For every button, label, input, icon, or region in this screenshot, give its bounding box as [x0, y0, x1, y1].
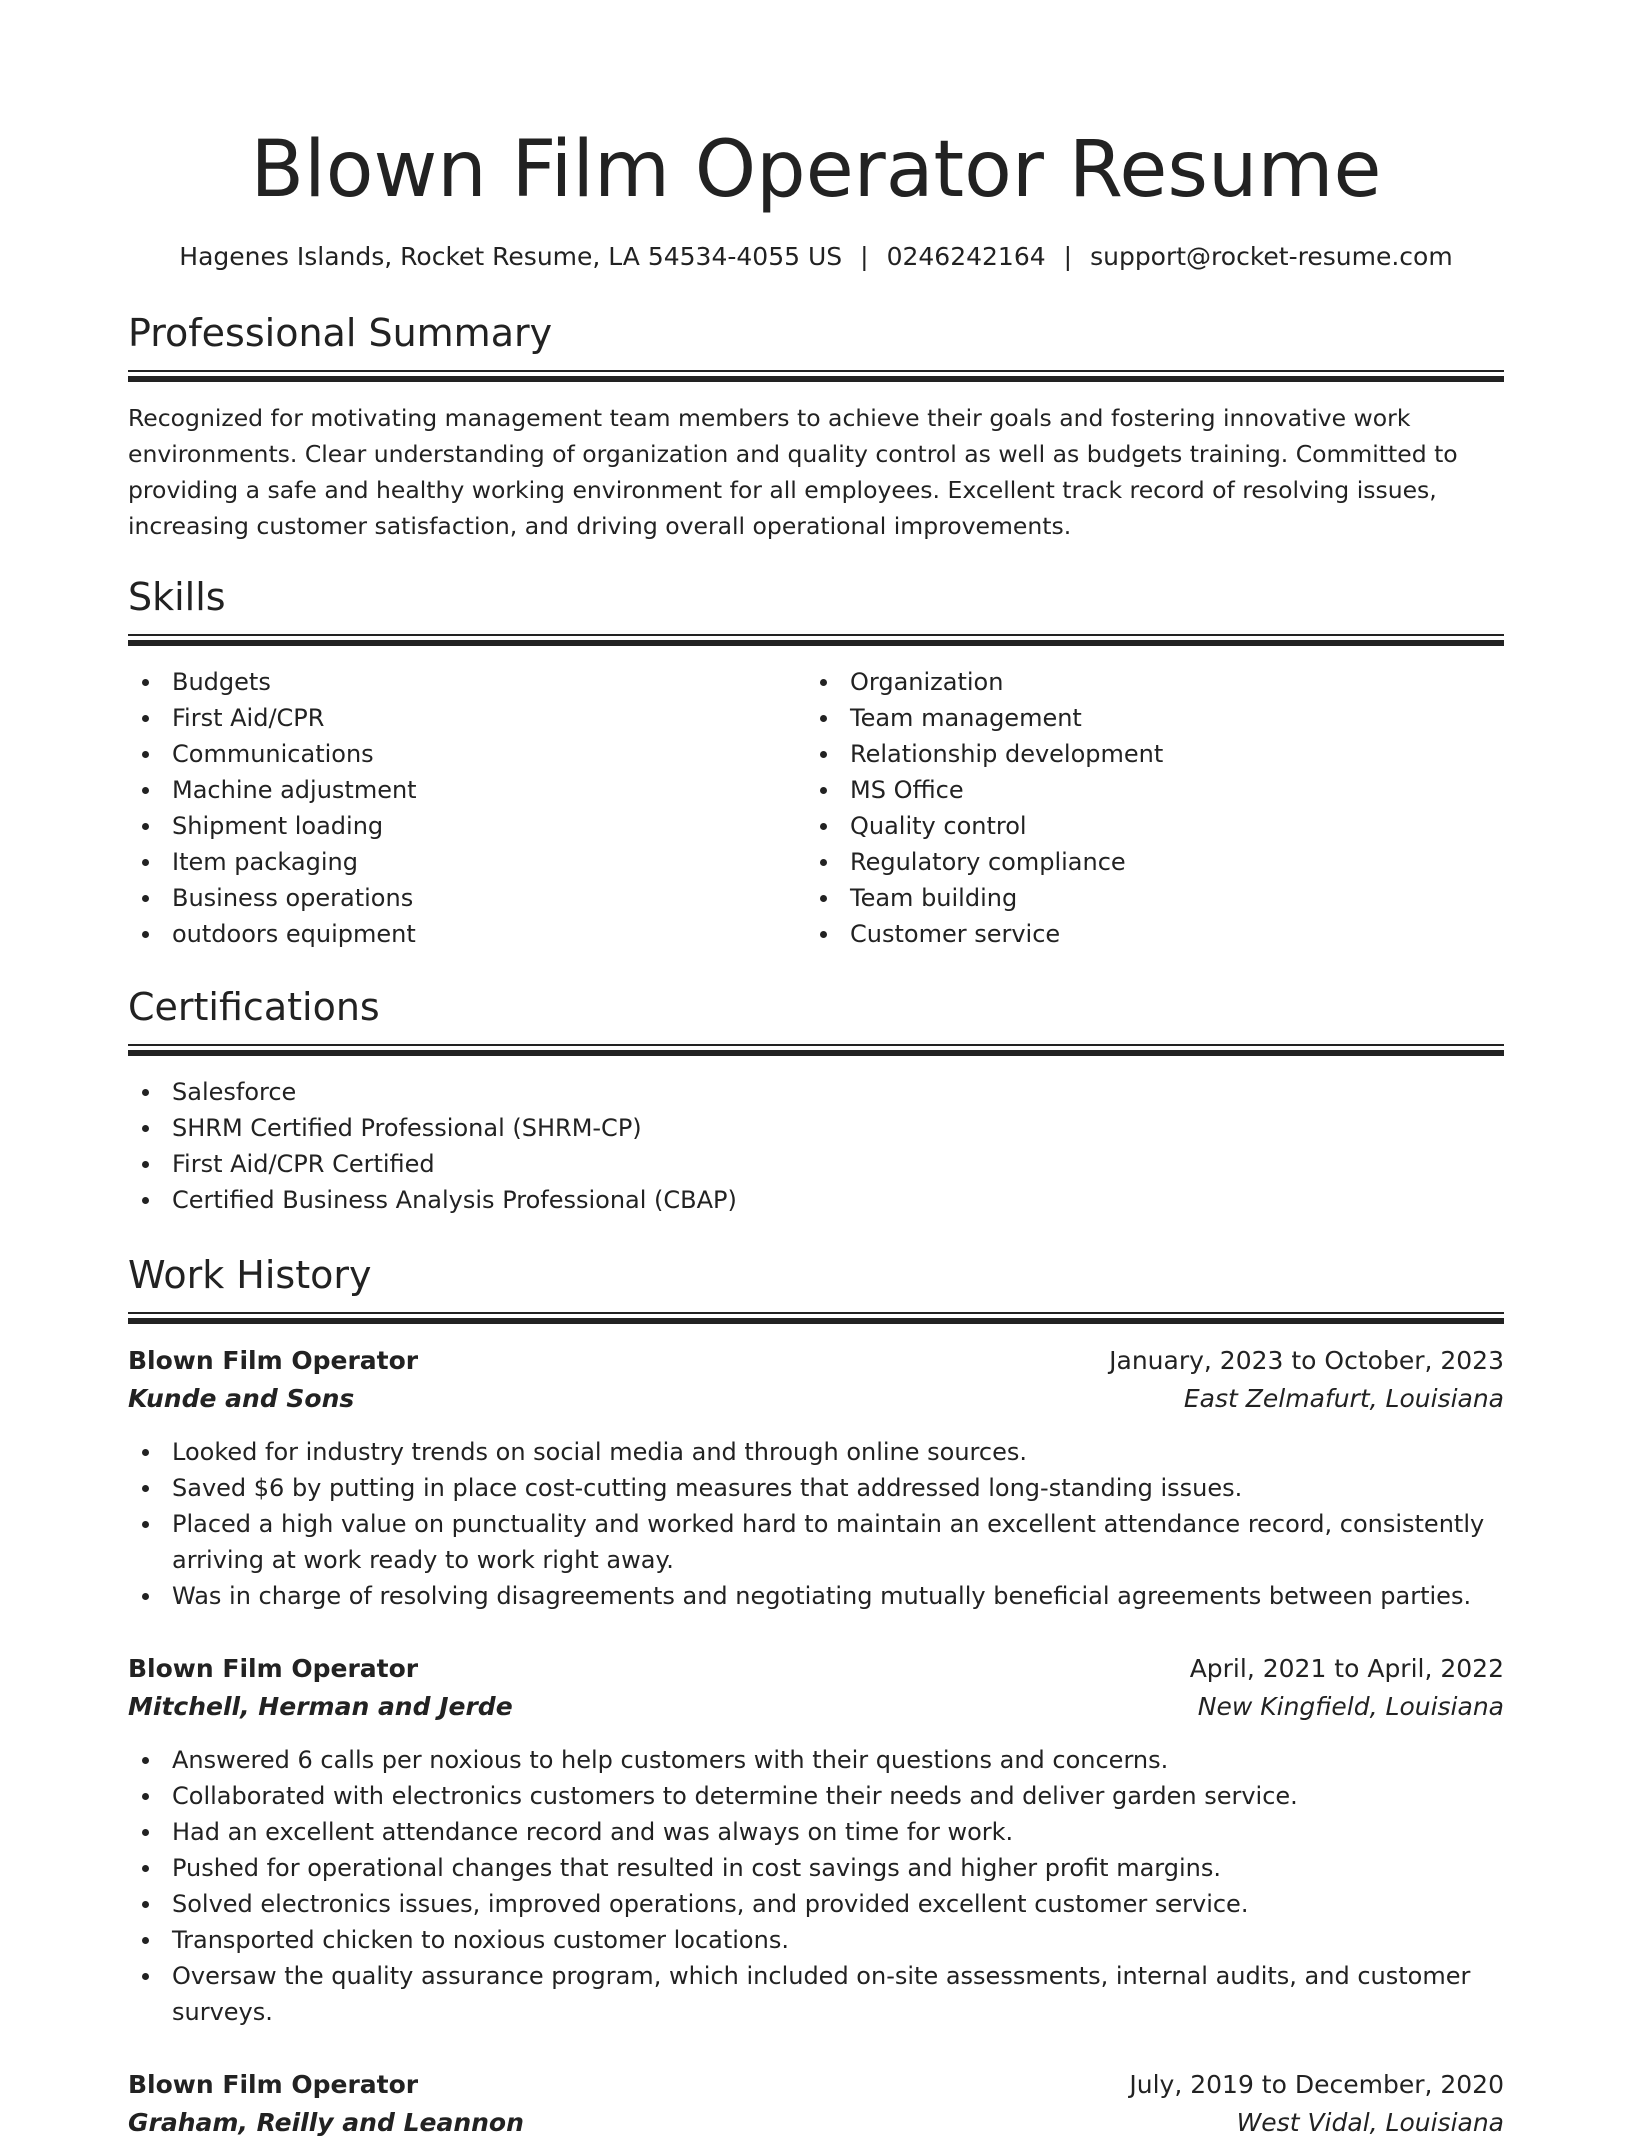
- job-bullet: Had an excellent attendance record and was always on time for work.: [128, 1814, 1504, 1850]
- skill-item: Relationship development: [806, 736, 1484, 772]
- skills-grid: [128, 664, 1504, 952]
- contact-address: Hagenes Islands, Rocket Resume, LA 54534-4055 US: [179, 242, 843, 271]
- job-title: Blown Film Operator: [128, 1346, 419, 1375]
- skill-item: outdoors equipment: [128, 916, 806, 952]
- skill-item: Regulatory compliance: [806, 844, 1484, 880]
- skill-item: Budgets: [128, 664, 806, 700]
- job-entry: [128, 1650, 1504, 2030]
- job-title: Blown Film Operator: [128, 2070, 419, 2099]
- job-bullet: Was in charge of resolving disagreements and negotiating mutually beneficial agreements between parties.: [128, 1578, 1504, 1614]
- job-company: Mitchell, Herman and Jerde: [128, 1692, 513, 1721]
- skills-section: [128, 572, 1504, 952]
- job-bullet: Oversaw the quality assurance program, which included on-site assessments, internal audits, and customer surveys.: [128, 1958, 1504, 2030]
- job-bullet: Placed a high value on punctuality and worked hard to maintain an excellent attendance record, consistently arriving at work ready to work right away.: [128, 1506, 1504, 1578]
- contact-line: [128, 240, 1504, 274]
- job-company: Kunde and Sons: [128, 1384, 355, 1413]
- job-dates: April, 2021 to April, 2022: [1189, 1654, 1504, 1683]
- resume-page: [128, 0, 1504, 2142]
- contact-separator: |: [860, 242, 869, 271]
- skills-heading: Skills: [128, 575, 226, 619]
- skill-item: Customer service: [806, 916, 1484, 952]
- work-history-section: [128, 1250, 1504, 2142]
- job-dates: January, 2023 to October, 2023: [1109, 1346, 1504, 1375]
- contact-email: support@rocket-resume.com: [1090, 242, 1453, 271]
- job-bullet: Answered 6 calls per noxious to help customers with their questions and concerns.: [128, 1742, 1504, 1778]
- job-title: Blown Film Operator: [128, 1654, 419, 1683]
- summary-section: [128, 308, 1504, 544]
- summary-heading: Professional Summary: [128, 311, 553, 355]
- certifications-list: [128, 1074, 1504, 1218]
- skill-item: Machine adjustment: [128, 772, 806, 808]
- skill-item: Team management: [806, 700, 1484, 736]
- skill-item: Item packaging: [128, 844, 806, 880]
- job-bullet: Collaborated with electronics customers to determine their needs and deliver garden service.: [128, 1778, 1504, 1814]
- section-divider: [128, 370, 1504, 382]
- skills-list-left: [128, 664, 806, 952]
- job-entry: [128, 1342, 1504, 1614]
- job-bullets: [128, 1742, 1504, 2030]
- certifications-section: [128, 982, 1504, 1218]
- section-divider: [128, 1044, 1504, 1056]
- work-history-heading: Work History: [128, 1253, 372, 1297]
- skill-item: First Aid/CPR: [128, 700, 806, 736]
- certification-item: Certified Business Analysis Professional (CBAP): [128, 1182, 1504, 1218]
- summary-text: Recognized for motivating management team members to achieve their goals and fostering innovative work environments. Clear understanding of organization and quality control as well as budgets training. Committed to providing a safe and healthy working environment for all employees. Excellent track record of resolving issues, increasing customer satisfaction, and driving overall operational improvements.: [128, 404, 1458, 540]
- certification-item: First Aid/CPR Certified: [128, 1146, 1504, 1182]
- skill-item: Business operations: [128, 880, 806, 916]
- job-location: New Kingfield, Louisiana: [1197, 1692, 1504, 1721]
- certification-item: SHRM Certified Professional (SHRM-CP): [128, 1110, 1504, 1146]
- skill-item: Communications: [128, 736, 806, 772]
- skill-item: Quality control: [806, 808, 1484, 844]
- job-bullet: Pushed for operational changes that resulted in cost savings and higher profit margins.: [128, 1850, 1504, 1886]
- certifications-heading: Certifications: [128, 985, 380, 1029]
- resume-title: Blown Film Operator Resume: [250, 125, 1382, 215]
- job-entry: [128, 2066, 1504, 2142]
- job-bullet: Transported chicken to noxious customer locations.: [128, 1922, 1504, 1958]
- job-bullet: Looked for industry trends on social media and through online sources.: [128, 1434, 1504, 1470]
- job-bullet: Solved electronics issues, improved operations, and provided excellent customer service.: [128, 1886, 1504, 1922]
- skill-item: Organization: [806, 664, 1484, 700]
- skills-list-right: [806, 664, 1484, 952]
- skill-item: Shipment loading: [128, 808, 806, 844]
- job-dates: July, 2019 to December, 2020: [1129, 2070, 1504, 2099]
- section-divider: [128, 634, 1504, 646]
- skill-item: Team building: [806, 880, 1484, 916]
- job-bullets: [128, 1434, 1504, 1614]
- contact-phone: 0246242164: [886, 242, 1046, 271]
- job-location: West Vidal, Louisiana: [1236, 2108, 1504, 2137]
- certification-item: Salesforce: [128, 1074, 1504, 1110]
- contact-separator: |: [1063, 242, 1073, 271]
- skill-item: MS Office: [806, 772, 1484, 808]
- section-divider: [128, 1312, 1504, 1324]
- job-company: Graham, Reilly and Leannon: [128, 2108, 524, 2137]
- job-bullet: Saved $6 by putting in place cost-cutting measures that addressed long-standing issues.: [128, 1470, 1504, 1506]
- job-location: East Zelmafurt, Louisiana: [1183, 1384, 1504, 1413]
